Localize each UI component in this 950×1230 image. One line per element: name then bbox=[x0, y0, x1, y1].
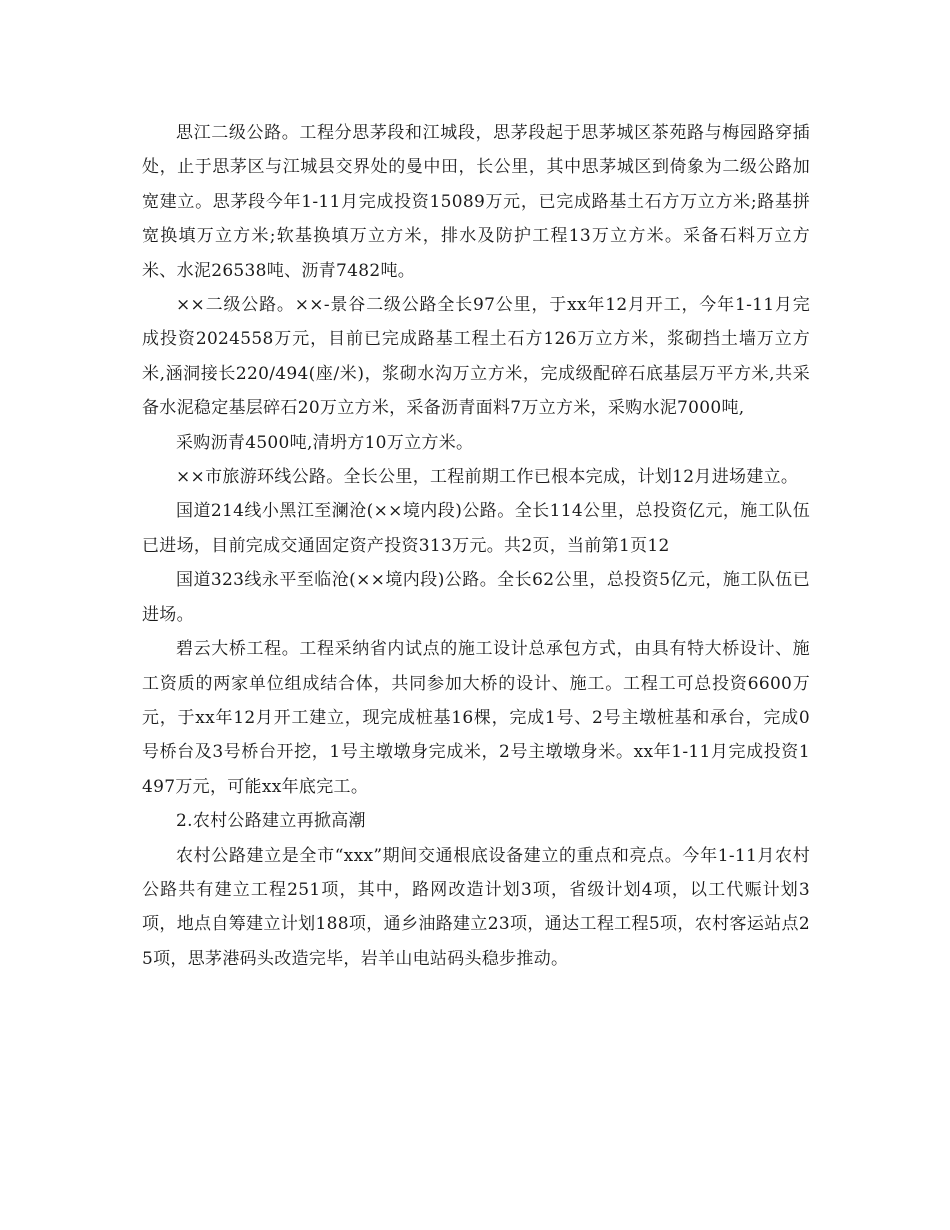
paragraph-asphalt-purchase: 采购沥青4500吨,清坍方10万立方米。 bbox=[176, 432, 474, 453]
document-body bbox=[142, 116, 810, 976]
paragraph-sijiang-road: 思江二级公路。工程分思茅段和江城段，思茅段起于思茅城区茶苑路与梅园路穿插处，止于思茅区与江城县交界处的曼中田，长公里，其中思茅城区到倚象为二级公路加宽建立。思茅段今年1-11月完成投资15089万元，已完成路基土石方万立方米;路基拼宽换填万立方米;软基换填万立方米，排水及防护工程13万立方米。采备石料万立方米、水泥26538吨、沥青7482吨。 bbox=[142, 123, 810, 281]
paragraph-national-road-214: 国道214线小黑江至澜沧(××境内段)公路。全长114公里，总投资亿元，施工队伍已进场，目前完成交通固定资产投资313万元。共2页，当前第1页12 bbox=[142, 501, 810, 556]
paragraph-biyun-bridge: 碧云大桥工程。工程采纳省内试点的施工设计总承包方式，由具有特大桥设计、施工资质的两家单位组成结合体，共同参加大桥的设计、施工。工程工可总投资6600万元，于xx年12月开工建立，现完成桩基16棵，完成1号、2号主墩桩基和承台，完成0号桥台及3号桥台开挖，1号主墩墩身完成米，2号主墩墩身米。xx年1-11月完成投资1497万元，可能xx年底完工。 bbox=[142, 639, 810, 797]
paragraph-tourism-ring-road: ××市旅游环线公路。全长公里，工程前期工作已根本完成，计划12月进场建立。 bbox=[176, 467, 799, 488]
paragraph-jinggu-road: ××二级公路。××-景谷二级公路全长97公里，于xx年12月开工，今年1-11月完成投资2024558万元，目前已完成路基工程土石方126万立方米，浆砌挡土墙万立方米,涵洞接长220/494(座/米)，浆砌水沟万立方米，完成级配碎石底基层万平方米,共采备水泥稳定基层碎石20万立方米，采备沥青面料7万立方米，采购水泥7000吨, bbox=[142, 295, 810, 419]
paragraph-national-road-323: 国道323线永平至临沧(××境内段)公路。全长62公里，总投资5亿元，施工队伍已进场。 bbox=[142, 570, 810, 625]
section-heading-rural-roads: 2.农村公路建立再掀高潮 bbox=[176, 811, 366, 832]
paragraph-rural-roads: 农村公路建立是全市“xxx”期间交通根底设备建立的重点和亮点。今年1-11月农村公路共有建立工程251项，其中，路网改造计划3项，省级计划4项，以工代赈计划3项，地点自筹建立计划188项，通乡油路建立23项，通达工程工程5项，农村客运站点25项，思茅港码头改造完毕，岩羊山电站码头稳步推动。 bbox=[142, 845, 810, 969]
